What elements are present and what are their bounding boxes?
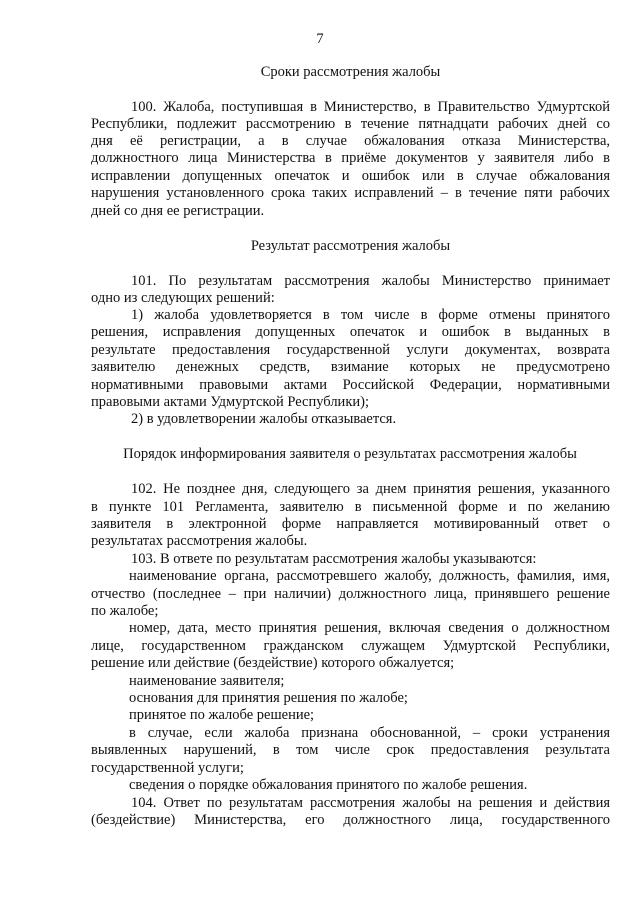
paragraph-100-line-3: дня её регистрации, а в случае обжалования отказа Министерства, — [91, 133, 610, 149]
paragraph-103-f-line-1: в случае, если жалоба признана обоснованной, – сроки устранения — [129, 725, 610, 741]
paragraph-100-line-2: Республики, подлежит рассмотрению в течение пятнадцати рабочих дней со — [91, 116, 610, 132]
paragraph-101-line-2: одно из следующих решений: — [91, 290, 275, 306]
paragraph-101-1-line-5: нормативными правовыми актами Российской Федерации, нормативными — [91, 377, 610, 393]
paragraph-101-1-line-6: правовыми актами Удмуртской Республики); — [91, 394, 369, 410]
section-heading-result: Результат рассмотрения жалобы — [250, 238, 451, 254]
section-heading-deadlines: Сроки рассмотрения жалобы — [260, 64, 441, 80]
paragraph-103-b-line-2: лице, государственном гражданском служащем Удмуртской Республики, — [91, 638, 610, 654]
paragraph-101-1-line-4: заявителю денежных средств, взимание которых не предусмотрено — [91, 359, 610, 375]
paragraph-102-line-2: в пункте 101 Регламента, заявителю в письменной форме и по желанию — [91, 499, 610, 515]
paragraph-102-line-1: 102. Не позднее дня, следующего за днем принятия решения, указанного — [131, 481, 610, 497]
paragraph-104-line-2: (бездействие) Министерства, его должностного лица, государственного — [91, 812, 610, 828]
paragraph-100-line-1: 100. Жалоба, поступившая в Министерство, в Правительство Удмуртской — [131, 99, 610, 115]
paragraph-101-2: 2) в удовлетворении жалобы отказывается. — [131, 411, 397, 427]
section-heading-informing: Порядок информирования заявителя о результатах рассмотрения жалобы — [123, 446, 577, 462]
paragraph-103-a-line-2: отчество (последнее – при наличии) должностного лица, принявшего решение — [91, 586, 610, 602]
paragraph-101-line-1: 101. По результатам рассмотрения жалобы Министерство принимает — [131, 273, 610, 289]
paragraph-101-1-line-3: результате предоставления государственной услуги документах, возврата — [91, 342, 610, 358]
paragraph-102-line-4: результатах рассмотрения жалобы. — [91, 533, 308, 549]
paragraph-103-f-line-2: выявленных нарушений, в том числе срок предоставления результата — [91, 742, 610, 758]
paragraph-103-f-line-3: государственной услуги; — [91, 760, 244, 776]
paragraph-103: 103. В ответе по результатам рассмотрения жалобы указываются: — [131, 551, 537, 567]
paragraph-100-line-6: нарушения установленного срока таких исправлений – в течение пяти рабочих — [91, 185, 610, 201]
paragraph-102-line-3: заявителя в электронной форме направляется мотивированный ответ о — [91, 516, 610, 532]
paragraph-100-line-7: дней со дня ее регистрации. — [91, 203, 265, 219]
paragraph-103-g: сведения о порядке обжалования принятого по жалобе решения. — [129, 777, 528, 793]
paragraph-103-e: принятое по жалобе решение; — [129, 707, 315, 723]
paragraph-100-line-4: должностного лица Министерства в приёме документов у заявителя либо в — [91, 150, 610, 166]
paragraph-103-b-line-3: решение или действие (бездействие) которого обжалуется; — [91, 655, 455, 671]
paragraph-103-a-line-3: по жалобе; — [91, 603, 159, 619]
paragraph-100-line-5: исправлении допущенных опечаток и ошибок или в случае обжалования — [91, 168, 610, 184]
paragraph-103-a-line-1: наименование органа, рассмотревшего жалобу, должность, фамилия, имя, — [129, 568, 610, 584]
paragraph-103-c: наименование заявителя; — [129, 673, 285, 689]
paragraph-103-d: основания для принятия решения по жалобе; — [129, 690, 408, 706]
paragraph-104-line-1: 104. Ответ по результатам рассмотрения жалобы на решения и действия — [131, 795, 610, 811]
paragraph-101-1-line-1: 1) жалоба удовлетворяется в том числе в форме отмены принятого — [131, 307, 610, 323]
page-number: 7 — [316, 31, 324, 47]
paragraph-103-b-line-1: номер, дата, место принятия решения, включая сведения о должностном — [129, 620, 610, 636]
paragraph-101-1-line-2: решения, исправления допущенных опечаток и ошибок в выданных в — [91, 324, 610, 340]
